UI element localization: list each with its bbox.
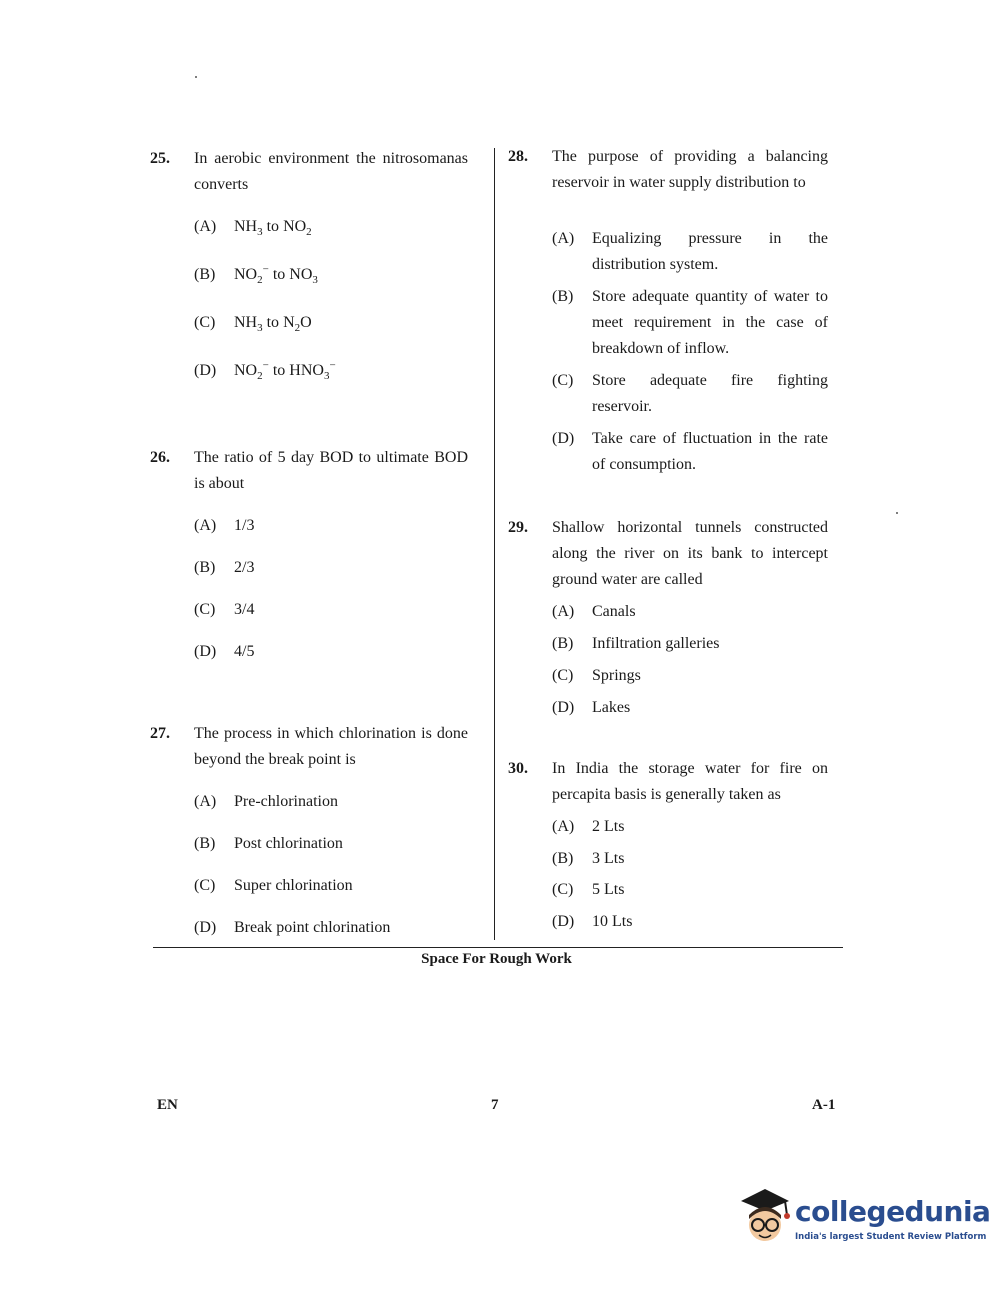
question-number: 28. (508, 148, 528, 165)
option-c: (C) Store adequate fire fighting reservoir. (552, 372, 828, 415)
question-number: 27. (150, 725, 170, 742)
option-b: (B) Infiltration galleries (552, 635, 720, 652)
option-b: (B) 2/3 (194, 559, 255, 576)
option-c: (C) 3/4 (194, 601, 255, 618)
option-d: (D) Break point chlorination (194, 919, 391, 936)
question-number: 29. (508, 519, 528, 536)
watermark-brand: collegedunia (795, 1195, 991, 1228)
scan-speck (896, 512, 898, 514)
question-text: In aerobic environment the nitrosomanas converts (194, 150, 468, 193)
option-a: (A) $NH_3$ to $NO_2$ (194, 218, 312, 239)
mascot-icon (735, 1185, 795, 1255)
scan-speck (195, 76, 197, 78)
option-a: (A) Equalizing pressure in the distribution system. (552, 230, 828, 273)
option-d: (D) 10 Lts (552, 913, 633, 930)
question-27 (150, 721, 468, 936)
watermark-logo (735, 1185, 991, 1255)
option-c: (C) Springs (552, 667, 641, 684)
option-b: (B) $NO_2^-$ to $NO_3$ (194, 263, 318, 287)
option-d: (D) Lakes (552, 699, 631, 716)
option-b: (B) Store adequate quantity of water to meet requirement in the case of breakdown of inflow. (552, 288, 828, 357)
option-a: (A) Pre-chlorination (194, 793, 338, 810)
column-divider (494, 148, 495, 940)
rough-work-divider (153, 947, 843, 948)
page-number: 7 (491, 1097, 499, 1113)
rough-work-label: Space For Rough Work (421, 951, 572, 967)
question-text: The process in which chlorination is done beyond the break point is (194, 725, 468, 768)
footer-set-code: A-1 (812, 1097, 836, 1113)
option-a: (A) Canals (552, 603, 636, 620)
question-number: 30. (508, 760, 528, 777)
footer-language: EN (157, 1097, 178, 1113)
question-text: The ratio of 5 day BOD to ultimate BOD is about (194, 449, 468, 492)
question-29 (508, 515, 828, 716)
question-number: 26. (150, 449, 170, 466)
question-text: Shallow horizontal tunnels constructed along the river on its bank to intercept ground water are called (552, 519, 828, 588)
question-28 (508, 144, 828, 473)
question-26 (150, 445, 468, 660)
option-c: (C) 5 Lts (552, 881, 625, 898)
question-30 (508, 756, 828, 930)
option-c: (C) Super chlorination (194, 877, 353, 894)
watermark-tagline: India's largest Student Review Platform (795, 1232, 987, 1242)
option-d: (D) Take care of fluctuation in the rate of consumption. (552, 430, 828, 473)
option-c: (C) $NH_3$ to $N_2O$ (194, 314, 312, 335)
option-b: (B) Post chlorination (194, 835, 343, 852)
question-number: 25. (150, 150, 170, 167)
option-a: (A) 1/3 (194, 517, 255, 534)
question-25 (150, 146, 468, 383)
question-text: The purpose of providing a balancing reservoir in water supply distribution to (552, 148, 828, 191)
option-a: (A) 2 Lts (552, 818, 625, 835)
option-b: (B) 3 Lts (552, 850, 625, 867)
option-d: (D) 4/5 (194, 643, 255, 660)
question-text: In India the storage water for fire on percapita basis is generally taken as (552, 760, 828, 803)
option-d: (D) $NO_2^-$ to $HNO_3^-$ (194, 359, 336, 383)
